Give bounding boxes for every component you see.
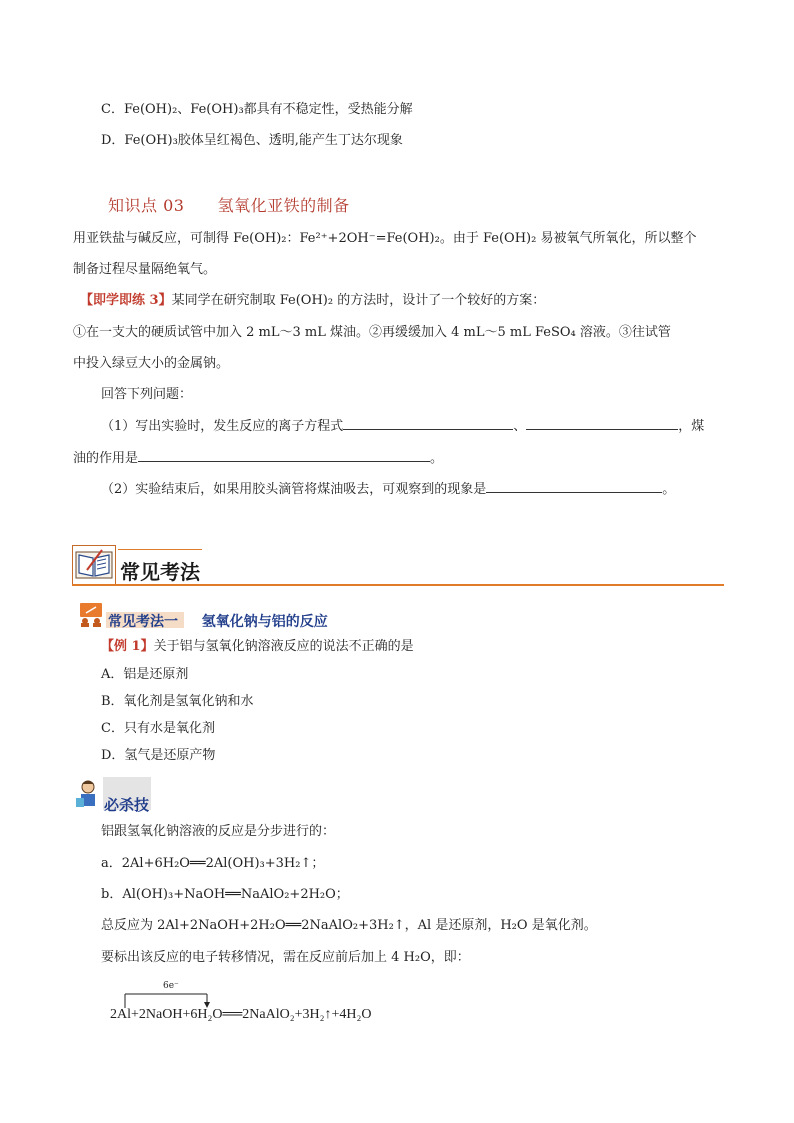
method-heading [108,614,328,630]
answer-blank[interactable] [343,417,513,430]
answer-prompt: 回答下列问题： [101,387,193,402]
answer-blank[interactable] [526,417,678,430]
section-divider [72,584,724,586]
knowledge-point-name: 氢氧化亚铁的制备 [217,196,350,215]
question-1-text: （1）写出实验时，发生反应的离子方程式 [101,419,344,434]
question-2-text: （2）实验结束后，如果用胶头滴管将煤油吸去，可观察到的现象是 [101,482,487,497]
knowledge-point-number: 知识点 03 [108,196,185,215]
question-2 [101,480,675,499]
title-overline [118,549,202,550]
tip-line-mark: 要标出该反应的电子转移情况，需在反应前后加上 4 H₂O，即： [101,950,470,965]
question-1 [101,417,704,436]
knowledge-point-title [108,193,350,216]
answer-blank[interactable] [138,449,430,462]
practice-text: 某同学在研究制取 Fe(OH)₂ 的方法时，设计了一个较好的方案： [171,293,546,308]
period: 。 [662,482,676,497]
question-1-tail: ，煤 [678,419,705,434]
electron-label: 6e⁻ [163,981,179,991]
separator: 、 [513,419,527,434]
example-option-a: A．铝是还原剂 [101,667,189,682]
example-line [101,638,414,656]
intro-line-1: 用亚铁盐与碱反应，可制得 Fe(OH)₂：Fe²⁺+2OH⁻=Fe(OH)₂。由于 Fe(OH)₂ 易被氧气所氧化，所以整个 [73,231,697,246]
steps-line-1: ①在一支大的硬质试管中加入 2 mL～3 mL 煤油。②再缓缓加入 4 mL～5 mL FeSO₄ 溶液。③往试管 [73,325,671,340]
example-tag: 【例 1】 [101,639,154,654]
period: 。 [430,451,444,466]
answer-blank[interactable] [486,480,662,493]
electron-transfer-arrow [110,980,330,1010]
teacher-icon [78,601,104,627]
tip-line-b: b．Al(OH)₃+NaOH══NaAlO₂+2H₂O； [101,887,349,902]
example-option-d: D．氢气是还原产物 [101,748,216,763]
steps-line-2: 中投入绿豆大小的金属钠。 [73,356,230,371]
intro-line-2: 制备过程尽量隔绝氧气。 [73,262,217,277]
method-subtitle: 氢氧化钠与铝的反应 [201,614,328,630]
tip-title: 必杀技 [104,796,150,814]
section-title: 常见考法 [120,560,200,584]
tip-line-total: 总反应为 2Al+2NaOH+2H₂O══2NaAlO₂+3H₂↑，Al 是还原剂，H₂O 是氧化剂。 [101,918,597,933]
book-icon [72,545,116,585]
tip-line-a: a．2Al+6H₂O══2Al(OH)₃+3H₂↑； [101,856,325,871]
tip-line-1: 铝跟氢氧化钠溶液的反应是分步进行的： [101,824,336,839]
student-icon [74,778,102,810]
option-d: D．Fe(OH)₃胶体呈红褐色、透明,能产生丁达尔现象 [101,133,403,148]
method-title: 常见考法一 [108,614,178,630]
option-c: C．Fe(OH)₂、Fe(OH)₃都具有不稳定性，受热能分解 [101,102,413,117]
question-1-cont-text: 油的作用是 [73,451,139,466]
question-1-cont [73,449,443,468]
example-option-b: B．氧化剂是氢氧化钠和水 [101,694,254,709]
example-text: 关于铝与氢氧化钠溶液反应的说法不正确的是 [153,639,414,654]
practice-line [80,292,545,310]
practice-tag: 【即学即练 3】 [80,293,172,308]
equation: 2Al+2NaOH+6H₂O══2NaAlO₂+3H₂↑+4H₂O [110,1007,372,1022]
example-option-c: C．只有水是氧化剂 [101,721,215,736]
